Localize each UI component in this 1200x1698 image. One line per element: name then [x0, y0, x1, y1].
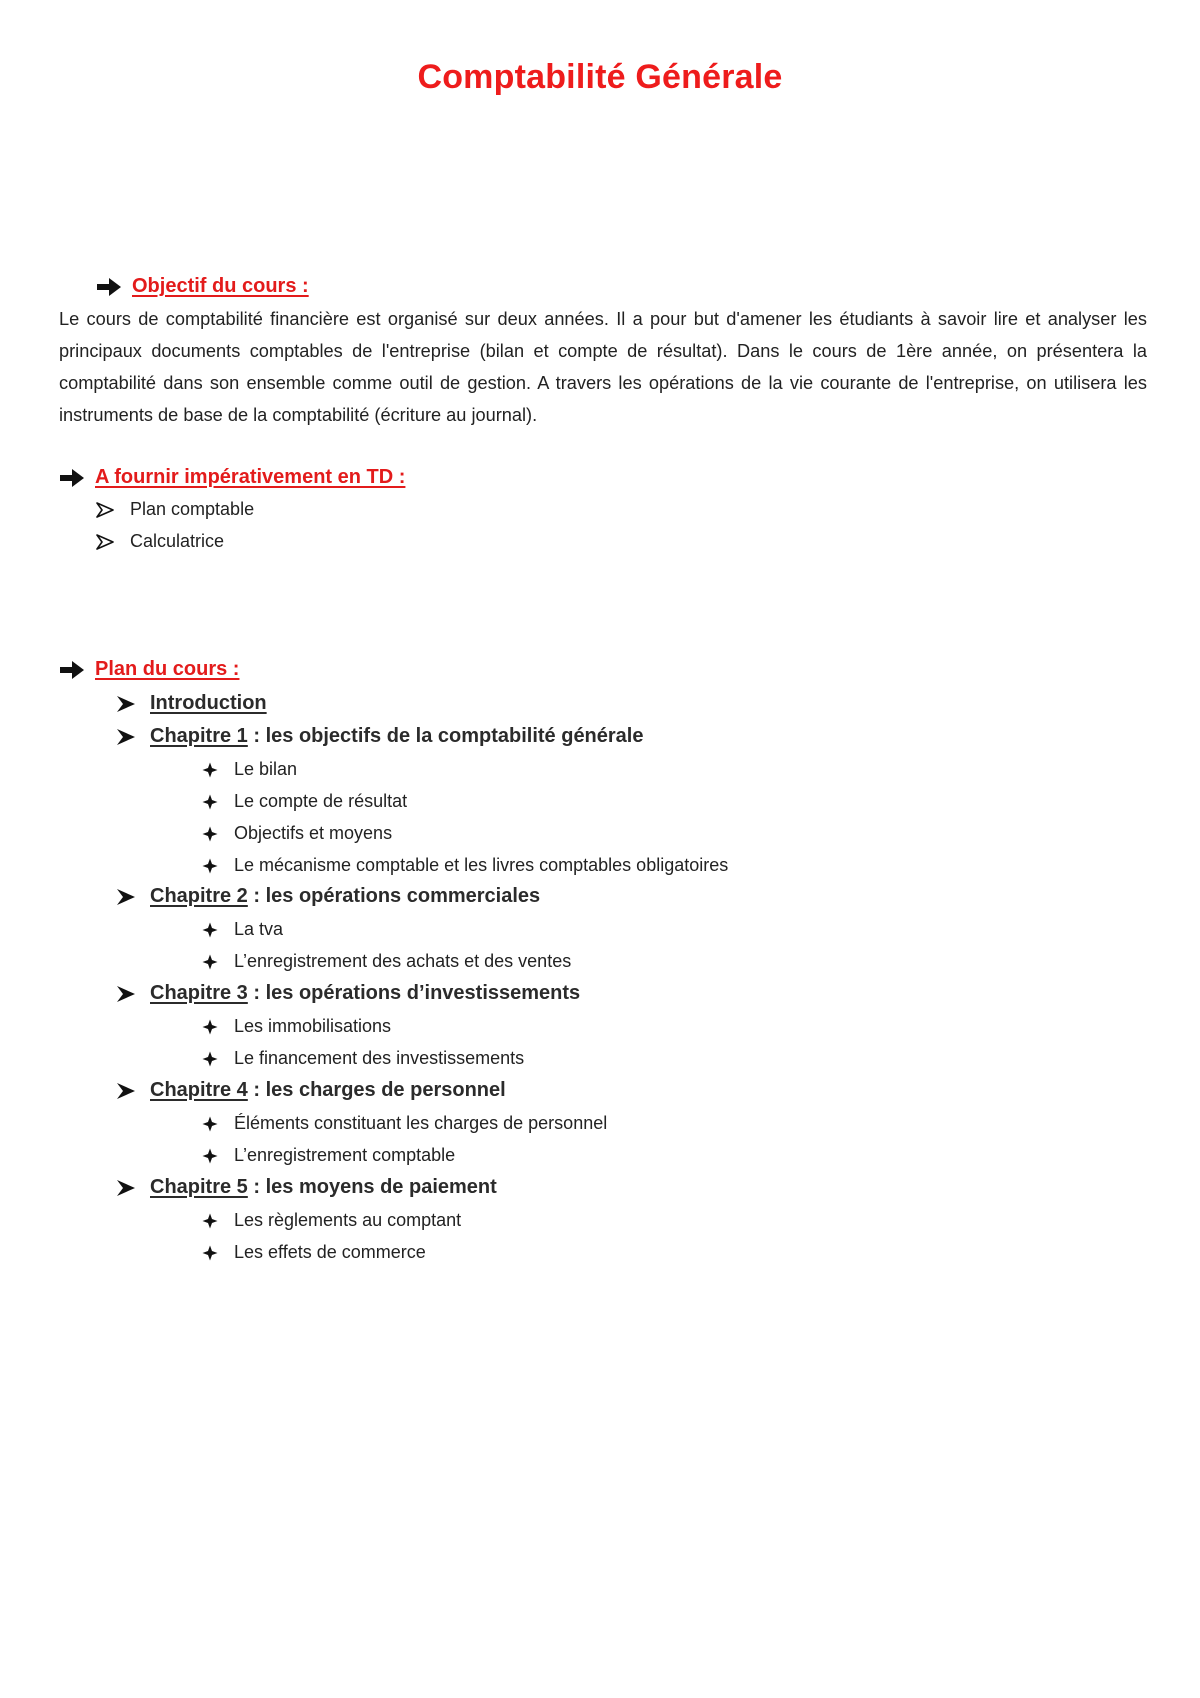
- chevron-bullet-icon: [116, 1179, 136, 1197]
- chapter-item: [116, 1079, 506, 1102]
- diamond-bullet-icon: [202, 1148, 218, 1164]
- diamond-bullet-icon: [202, 762, 218, 778]
- subitem: [202, 1145, 455, 1166]
- diamond-bullet-icon: [202, 794, 218, 810]
- chapter-title: : les objectifs de la comptabilité générale: [247, 725, 644, 747]
- chapter-title: : les moyens de paiement: [247, 1176, 497, 1198]
- subitem-label: Le compte de résultat: [234, 791, 408, 811]
- chevron-bullet-icon: [116, 985, 136, 1003]
- subitem: [202, 1210, 461, 1231]
- arrow-right-icon: [59, 468, 85, 488]
- chevron-bullet-icon: [96, 534, 114, 550]
- subitem: [202, 759, 297, 780]
- subitem-label: Le mécanisme comptable et les livres comptables obligatoires: [234, 855, 729, 875]
- chevron-bullet-icon: [116, 728, 136, 746]
- subitem: [202, 1242, 426, 1263]
- subitem-label: Objectifs et moyens: [234, 823, 393, 843]
- subitem-label: Le financement des investissements: [234, 1048, 525, 1068]
- document-title: Comptabilité Générale: [417, 58, 783, 96]
- subitem: [202, 791, 407, 812]
- chapter-label: Chapitre 2: [150, 885, 248, 907]
- arrow-right-icon: [59, 660, 85, 680]
- subitem-label: Éléments constituant les charges de personnel: [234, 1113, 608, 1133]
- subitem: [202, 951, 571, 972]
- fournir-item: [96, 531, 224, 552]
- subitem-label: Les règlements au comptant: [234, 1210, 462, 1230]
- chapter-label: Chapitre 4: [150, 1079, 248, 1101]
- introduction-label: Introduction: [150, 692, 267, 714]
- subitem-label: L’enregistrement comptable: [234, 1145, 456, 1165]
- diamond-bullet-icon: [202, 1245, 218, 1261]
- subitem: [202, 919, 283, 940]
- subitem-label: Le bilan: [234, 759, 298, 779]
- fournir-item-label: Plan comptable: [130, 499, 255, 519]
- chapter-item: [116, 885, 540, 908]
- subitem: [202, 1113, 607, 1134]
- chapter-title: : les opérations commerciales: [247, 885, 541, 907]
- objectif-heading: [96, 275, 309, 298]
- chevron-bullet-icon: [96, 502, 114, 518]
- subitem: [202, 823, 392, 844]
- subitem: [202, 1016, 391, 1037]
- subitem-label: Les effets de commerce: [234, 1242, 426, 1262]
- arrow-right-icon: [96, 277, 122, 297]
- chevron-bullet-icon: [116, 695, 136, 713]
- diamond-bullet-icon: [202, 826, 218, 842]
- subitem: [202, 1048, 524, 1069]
- subitem-label: L’enregistrement des achats et des ventes: [234, 951, 572, 971]
- subitem-label: Les immobilisations: [234, 1016, 392, 1036]
- chapter-item: [116, 725, 644, 748]
- chapter-item: [116, 982, 580, 1005]
- diamond-bullet-icon: [202, 954, 218, 970]
- diamond-bullet-icon: [202, 1213, 218, 1229]
- diamond-bullet-icon: [202, 1116, 218, 1132]
- chevron-bullet-icon: [116, 888, 136, 906]
- objectif-paragraph: Le cours de comptabilité financière est organisé sur deux années. Il a pour but d'amener les étudiants à savoir lire et analyser les principaux documents comptables de l'entreprise (bilan et compte de résultat). Dans le cours de 1ère année, on présentera la comptabilité dans son ensemble comme outil de gestion. A travers les opérations de la vie courante de l'entreprise, on utilisera les instruments de base de la comptabilité (écriture au journal).: [59, 309, 1147, 425]
- diamond-bullet-icon: [202, 922, 218, 938]
- chapter-item: [116, 1176, 497, 1199]
- chapter-label: Chapitre 3: [150, 982, 248, 1004]
- fournir-item: [96, 499, 254, 520]
- plan-heading-label: Plan du cours :: [95, 658, 240, 680]
- diamond-bullet-icon: [202, 858, 218, 874]
- chapter-title: : les opérations d’investissements: [247, 982, 581, 1004]
- fournir-heading: [59, 466, 405, 489]
- chapter-label: Chapitre 5: [150, 1176, 248, 1198]
- plan-heading: [59, 658, 239, 681]
- chapter-label: Chapitre 1: [150, 725, 248, 747]
- diamond-bullet-icon: [202, 1051, 218, 1067]
- chapter-title: : les charges de personnel: [247, 1079, 506, 1101]
- objectif-heading-label: Objectif du cours :: [132, 275, 309, 297]
- subitem-label: La tva: [234, 919, 284, 939]
- diamond-bullet-icon: [202, 1019, 218, 1035]
- plan-introduction: [116, 692, 267, 715]
- subitem: [202, 855, 728, 876]
- fournir-heading-label: A fournir impérativement en TD :: [95, 466, 406, 488]
- fournir-item-label: Calculatrice: [130, 531, 225, 551]
- chevron-bullet-icon: [116, 1082, 136, 1100]
